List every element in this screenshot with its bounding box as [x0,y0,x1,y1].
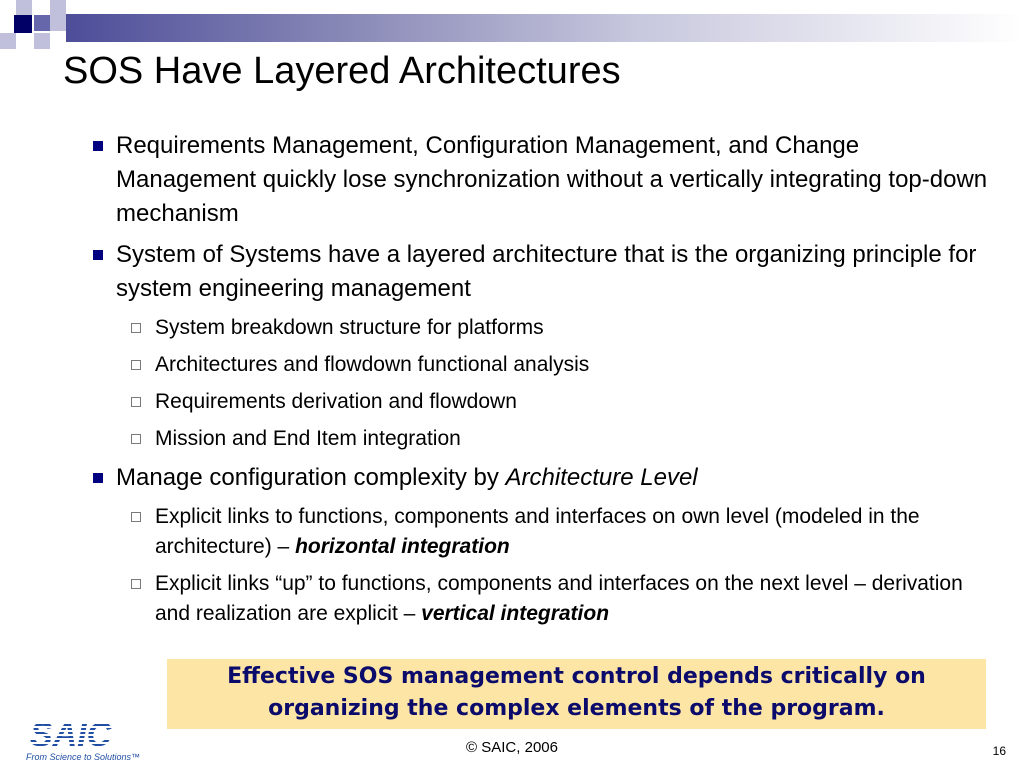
callout-line: organizing the complex elements of the program. [268,696,885,721]
header-square [34,33,50,49]
bullet-item [116,461,996,495]
callout-box [167,659,986,729]
sub-bullet-item [155,313,975,343]
sub-bullet-text: Architectures and flowdown functional analysis [155,353,590,376]
sub-bullet-emphasis: horizontal integration [295,535,510,558]
bullet-text: Manage configuration complexity by [116,464,506,491]
header-square [34,15,50,31]
header-square [14,15,32,33]
header-square [50,0,66,16]
header-square [0,33,16,49]
hollow-square-bullet-icon [131,579,141,589]
sub-bullet-text: Explicit links to functions, components and interfaces on own level (modeled in the architecture) – [155,505,920,558]
header-square [16,0,32,16]
hollow-square-bullet-icon [131,397,141,407]
header-square [0,0,16,16]
bullet-emphasis: Architecture Level [505,464,698,491]
square-bullet-icon [93,141,103,151]
sub-bullet-text: Explicit links “up” to functions, components and interfaces on the next level – derivation and realization are explicit – [155,572,963,625]
bullet-text: Requirements Management, Configuration Management, and Change Management quickly lose synchronization without a vertically integrating top-down mechanism [116,132,988,227]
square-bullet-icon [93,250,103,260]
sub-bullet-item [155,387,975,417]
hollow-square-bullet-icon [131,323,141,333]
slide-title: SOS Have Layered Architectures [63,50,621,92]
footer-copyright: © SAIC, 2006 [466,739,558,756]
page-number: 16 [992,744,1006,758]
hollow-square-bullet-icon [131,512,141,522]
bullet-text: System of Systems have a layered architecture that is the organizing principle for system engineering management [116,241,977,302]
sub-bullet-emphasis: vertical integration [421,602,610,625]
square-bullet-icon [93,473,103,483]
hollow-square-bullet-icon [131,434,141,444]
sub-bullet-item [155,350,975,380]
sub-bullet-text: Requirements derivation and flowdown [155,390,517,413]
logo-tagline: From Science to Solutions™ [26,752,141,762]
logo-wordmark: SAIC [30,716,112,754]
sub-bullet-text: Mission and End Item integration [155,427,461,450]
callout-line: Effective SOS management control depends critically on [227,664,926,689]
sub-bullet-item [155,424,975,454]
sub-bullet-item [155,502,975,562]
header-gradient-bar [66,14,1024,42]
header-square [50,15,66,31]
hollow-square-bullet-icon [131,360,141,370]
bullet-item [116,238,996,306]
bullet-item [116,129,996,231]
sub-bullet-item [155,569,975,629]
sub-bullet-text: System breakdown structure for platforms [155,316,544,339]
